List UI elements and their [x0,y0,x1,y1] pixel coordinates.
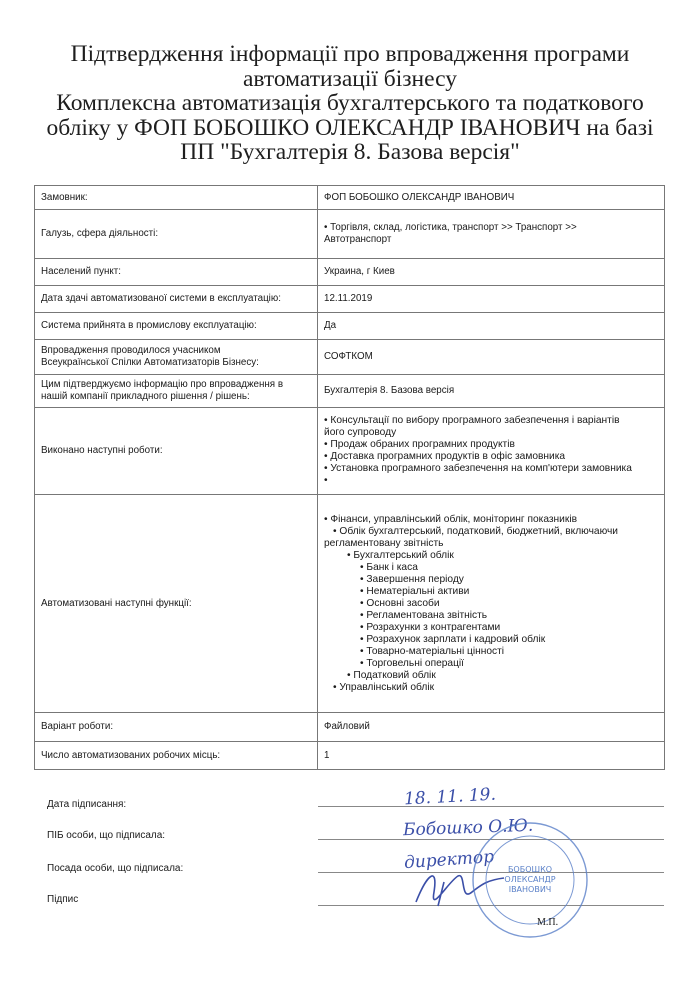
table-row-accepted [35,313,665,340]
table-row-works [35,408,665,495]
functions-value [318,495,665,713]
list-item: • Облік бухгалтерський, податковий, бюджетний, включаючи [333,525,618,537]
list-item: • Банк і каса [360,561,418,573]
signature-label: Підпис [47,894,79,905]
customer-value: ФОП БОБОШКО ОЛЕКСАНДР ІВАНОВИЧ [318,186,665,210]
implementer-label [35,340,318,375]
customer-label: Замовник: [35,186,318,210]
solution-label [35,375,318,408]
signer-name-line [318,839,664,840]
accepted-value: Да [318,313,665,340]
table-row-solution [35,375,665,408]
seal-place-label: М.П. [537,917,559,928]
list-item: регламентовану звітність [324,537,444,549]
list-item: • Регламентована звітність [360,609,488,621]
list-item: • Основні засоби [360,597,440,609]
title-line-5: ПП "Бухгалтерія 8. Базова версія" [180,139,520,165]
solution-label-line: нашій компанії прикладного рішення / рішень: [41,391,250,402]
stamp-text-line: ОЛЕКСАНДР [504,875,556,884]
mode-value: Файловий [318,713,665,742]
signer-name-label: ПІБ особи, що підписала: [47,830,166,841]
handwritten-signature-icon [408,862,528,922]
list-item: • Нематеріальні активи [360,585,470,597]
list-item: • Податковий облік [347,669,436,681]
info-table [34,185,665,770]
list-item: • Товарно-матеріальні цінності [360,645,505,657]
mode-label: Варіант роботи: [35,713,318,742]
table-row-workplaces [35,742,665,770]
list-item: • Управлінський облік [333,681,435,693]
signature-line [318,905,664,906]
implementer-label-line: Впровадження проводилося учасником [41,345,221,356]
industry-value-line: Автотранспорт [324,234,392,245]
list-item: • [324,475,328,486]
list-item: • Консультації по вибору програмного забезпечення і варіантів [324,415,620,426]
list-item: • Торговельні операції [360,657,465,669]
list-item: • Розрахунок зарплати і кадровий облік [360,633,546,645]
signer-position-handwritten: директор [403,846,495,874]
industry-value [318,210,665,259]
title-line-1: Підтвердження інформації про впровадження програми [70,41,630,67]
title-line-3: Комплексна автоматизація бухгалтерського та податкового [56,90,644,116]
works-value [318,408,665,495]
list-item: • Завершення періоду [360,573,464,585]
signer-position-label: Посада особи, що підписала: [47,863,184,874]
industry-value-line: • Торгівля, склад, логістика, транспорт >> Транспорт >> [324,222,577,233]
table-row-mode [35,713,665,742]
list-item: • Фінанси, управлінський облік, моніторинг показників [324,513,578,525]
list-item: • Доставка програмних продуктів в офіс замовника [324,451,566,462]
signer-position-line [318,872,664,873]
signer-name-handwritten: Бобошко О.Ю. [402,815,534,841]
list-item: його супроводу [324,427,397,438]
list-item: • Установка програмного забезпечення на комп'ютери замовника [324,463,632,474]
stamp-text-line: БОБОШКО [507,865,553,874]
accepted-label: Система прийнята в промислову експлуатацію: [35,313,318,340]
solution-value: Бухгалтерія 8. Базова версія [318,375,665,408]
works-label: Виконано наступні роботи: [35,408,318,495]
industry-label: Галузь, сфера діяльності: [35,210,318,259]
table-row-industry [35,210,665,259]
implementer-label-line: Всеукраїнської Спілки Автоматизаторів Бізнесу: [41,357,259,368]
workplaces-label: Число автоматизованих робочих місць: [35,742,318,770]
city-value: Украина, г Киев [318,259,665,286]
solution-label-line: Цим підтверджуємо інформацію про впровадження в [41,379,284,390]
table-row-city [35,259,665,286]
city-label: Населений пункт: [35,259,318,286]
date-commissioned-value: 12.11.2019 [318,286,665,313]
date-commissioned-label: Дата здачі автоматизованої системи в експлуатацію: [35,286,318,313]
functions-label: Автоматизовані наступні функції: [35,495,318,713]
implementer-value: СОФТКОМ [318,340,665,375]
workplaces-value: 1 [318,742,665,770]
signing-date-handwritten: 18. 11. 19. [403,784,497,810]
title-line-2: автоматизації бізнесу [242,65,458,92]
list-item: • Бухгалтерський облік [347,549,454,561]
stamp-text-line: ІВАНОВИЧ [508,885,552,894]
seal-stamp-icon [470,820,590,940]
signing-date-label: Дата підписання: [47,799,127,810]
table-row-functions [35,495,665,713]
table-row-customer [35,186,665,210]
list-item: • Розрахунки з контрагентами [360,621,501,633]
list-item: • Продаж обраних програмних продуктів [324,439,515,450]
signing-date-line [318,806,664,807]
document-title [20,42,680,165]
title-line-4: обліку у ФОП БОБОШКО ОЛЕКСАНДР ІВАНОВИЧ на базі [46,114,654,141]
table-row-date-commissioned [35,286,665,313]
table-row-implementer [35,340,665,375]
